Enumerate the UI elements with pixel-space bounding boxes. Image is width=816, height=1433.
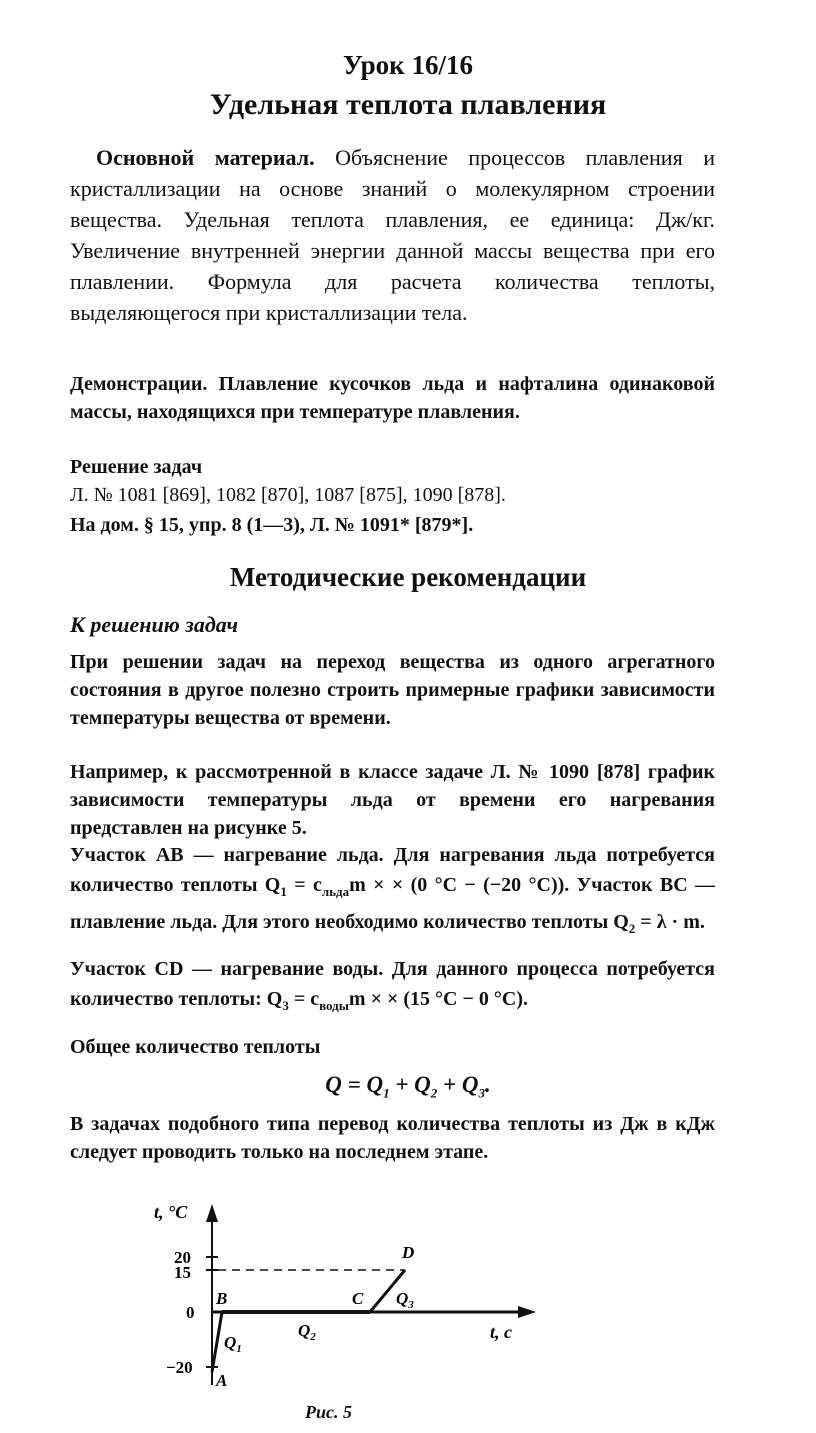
p3-text-c: m × × (0 °C − (−20 °C)). Участок BC — плавление льда. Для этого необходимо количество теплоты Q [70,874,715,933]
homework-line: На дом. § 15, упр. 8 (1—3), Л. № 1091* [879*]. [70,514,474,536]
x-axis-arrow [518,1306,536,1318]
formula-part-c: + Q [437,1072,479,1097]
p3-text-b: = c [286,874,322,896]
formula-part-b: + Q [389,1072,431,1097]
p4-text-a: Участок CD — нагревание воды. Для данного процесса потребуется количество теплоты: Q [70,958,715,1010]
method-paragraph-4 [70,954,715,1021]
point-b-label: B [216,1289,228,1308]
method-paragraph-1: При решении задач на переход вещества из одного агрегатного состояния в другое полезно строить примерные графики зависимости температуры вещества от времени. [70,651,715,729]
p4-text-b: = c [288,988,320,1010]
method-paragraph-2: Например, к рассмотренной в классе задаче Л. № 1090 [878] график зависимости температуры льда от времени его нагревания представлен на рисунке 5. [70,761,715,839]
main-material-label: Основной материал. [96,145,315,170]
tick-label-20: 20 [174,1248,191,1267]
x-axis-label: t, с [490,1322,512,1342]
figure-caption: Рис. 5 [305,1402,352,1422]
main-material-paragraph [70,142,715,328]
p3-sub-1: 1 [280,884,287,899]
q3-label: $Q_3$ [396,1289,414,1311]
lesson-number: Урок 16/16 [343,50,473,80]
page-title: Удельная теплота плавления [209,88,607,121]
p4-text-c: m × × (15 °C − 0 °C). [348,988,528,1010]
total-heat-formula [0,1072,816,1102]
problems-heading: Решение задач [70,456,203,478]
p3-sub-3: 2 [628,921,636,936]
q2-label: $Q_2$ [298,1321,316,1343]
problems-list: Л. № 1081 [869], 1082 [870], 1087 [875], 1090 [878]. [70,484,506,506]
y-axis-arrow [206,1204,218,1222]
method-paragraph-3 [70,840,715,944]
p4-sub-2: воды [319,998,349,1013]
formula-sub-1: 1 [383,1085,390,1101]
method-heading: Методические рекомендации [229,562,587,592]
formula-part-d: . [485,1072,491,1097]
p3-text-d: = λ · m. [635,911,705,933]
tick-label-15: 15 [174,1263,191,1282]
y-axis-label: t, °C [154,1202,188,1222]
segment-ab [212,1312,222,1372]
demonstrations-label: Демонстрации. [70,373,208,395]
formula-part-a: Q = Q [325,1072,384,1097]
method-subheading: К решению задач [70,612,239,637]
method-paragraph-5: Общее количество теплоты [70,1036,321,1058]
demonstrations-text: Плавление кусочков льда и нафталина одинаковой массы, находящихся при температуре плавления. [70,373,715,423]
main-material-text: Объяснение процессов плавления и кристаллизации на основе знаний о молекулярном строении вещества. Удельная теплота плавления, ее единица: Дж/кг. Увеличение внутренней энергии данной массы вещества при его плавлении. Формула для расчета количества теплоты, выделяющегося при кристаллизации тела. [70,145,716,325]
point-a-label: A [216,1371,228,1390]
point-d-label: D [402,1243,415,1262]
tick-label-0: 0 [186,1303,195,1322]
formula-sub-2: 2 [430,1085,438,1101]
q1-label: $Q_1$ [224,1333,242,1355]
tick-label-minus-20: −20 [166,1358,193,1377]
p3-text-a: Участок AB — нагревание льда. Для нагревания льда потребуется количество теплоты Q [70,844,715,896]
p3-sub-2: льда [321,884,350,899]
point-c-label: C [352,1289,364,1308]
formula-sub-3: 3 [478,1085,485,1101]
p4-sub-1: 3 [282,998,289,1013]
method-paragraph-6: В задачах подобного типа перевод количества теплоты из Дж в кДж следует проводить только на последнем этапе. [70,1113,715,1163]
temperature-time-graph [140,1200,560,1400]
demonstrations-paragraph [70,370,715,426]
